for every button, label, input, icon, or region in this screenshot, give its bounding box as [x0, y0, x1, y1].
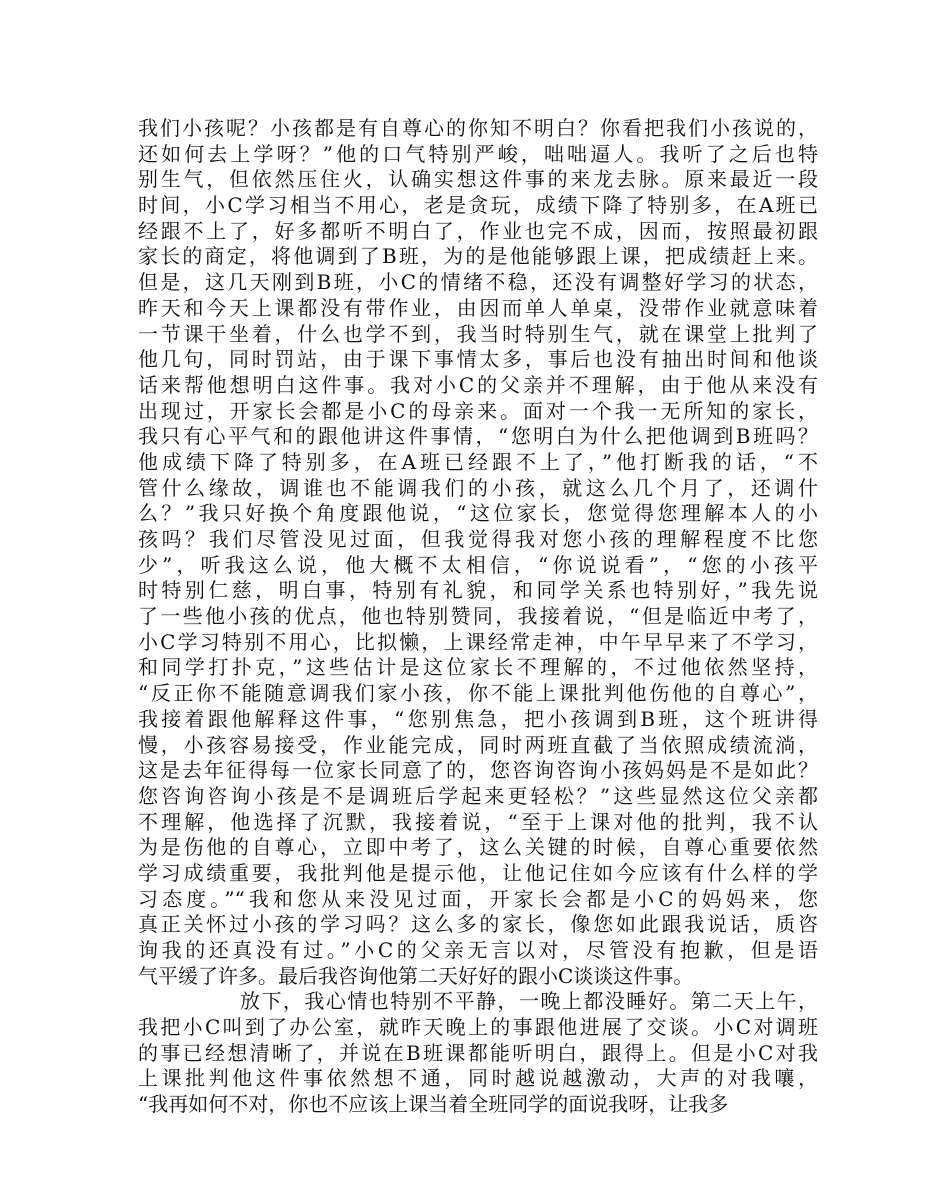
text-line: 的事已经想清晰了，并说在B班课都能听明白，跟得上。但是小C对我 [138, 1040, 818, 1065]
text-line: 气平缓了许多。最后我咨询他第二天好好的跟小C谈谈这件事。 [138, 963, 694, 988]
text-line: 他成绩下降了特别多，在A班已经跟不上了，”他打断我的话，“不 [138, 449, 818, 474]
text-line: 话来帮他想明白这件事。我对小C的父亲并不理解，由于他从来没有 [138, 372, 818, 397]
text-line: 我接着跟他解释这件事，“您别焦急，把小孩调到B班，这个班讲得 [138, 706, 818, 731]
paragraph [138, 989, 818, 1117]
text-line: 少”，听我这么说，他大概不太相信，“你说说看”，“您的小孩平 [138, 552, 818, 577]
paragraph [138, 116, 818, 989]
text-line: 时特别仁慈，明白事，特别有礼貌，和同学关系也特别好，”我先说 [138, 578, 818, 603]
text-line: 询我的还真没有过。”小C的父亲无言以对，尽管没有抱歉，但是语 [138, 938, 818, 962]
text-line: 慢，小孩容易接受，作业能完成，同时两班直截了当依照成绩流淌， [138, 732, 818, 757]
text-line: 上课批判他这件事依然想不通，同时越说越激动，大声的对我嚷， [138, 1066, 818, 1091]
text-line: 一节课干坐着，什么也学不到，我当时特别生气，就在课堂上批判了 [138, 321, 818, 346]
text-line: 不理解，他选择了沉默，我接着说，“至于上课对他的批判，我不认 [138, 809, 818, 834]
text-line: 我把小C叫到了办公室，就昨天晚上的事跟他进展了交谈。小C对调班 [138, 1015, 818, 1040]
text-line: 还如何去上学呀？”他的口气特别严峻，咄咄逼人。我听了之后也特 [138, 141, 818, 166]
text-line: “反正你不能随意调我们家小孩，你不能上课批判他伤他的自尊心”， [138, 681, 818, 706]
text-line: 我们小孩呢？小孩都是有自尊心的你知不明白？你看把我们小孩说的， [138, 116, 818, 140]
body-text [138, 116, 818, 1118]
text-line: 别生气，但依然压住火，认确实想这件事的来龙去脉。原来最近一段 [138, 167, 818, 192]
text-line: 真正关怀过小孩的学习吗？这么多的家长，像您如此跟我说话，质咨 [138, 912, 818, 937]
text-line: 家长的商定，将他调到了B班，为的是他能够跟上课，把成绩赶上来。 [138, 244, 818, 269]
text-line: 您咨询咨询小孩是不是调班后学起来更轻松？”这些显然这位父亲都 [138, 783, 818, 808]
text-line: 他几句，同时罚站，由于课下事情太多，事后也没有抽出时间和他谈 [138, 347, 818, 372]
text-line: 但是，这几天刚到B班，小C的情绪不稳，还没有调整好学习的状态， [138, 270, 818, 295]
text-line: 放下，我心情也特别不平静，一晚上都没睡好。第二天上午， [240, 989, 818, 1014]
text-line: 这是去年征得每一位家长同意了的，您咨询咨询小孩妈妈是不是如此？ [138, 758, 818, 783]
text-line: 时间，小C学习相当不用心，老是贪玩，成绩下降了特别多，在A班已 [138, 193, 818, 218]
text-line: 为是伤他的自尊心，立即中考了，这么关键的时候，自尊心重要依然 [138, 835, 818, 860]
text-line: 和同学打扑克，”这些估计是这位家长不理解的，不过他依然坚持， [138, 655, 818, 680]
text-line: 我只有心平气和的跟他讲这件事情，“您明白为什么把他调到B班吗？ [138, 424, 818, 449]
text-line: 学习成绩重要，我批判他是提示他，让他记住如今应该有什么样的学 [138, 860, 818, 885]
text-line: 了一些他小孩的优点，他也特别赞同，我接着说，“但是临近中考了， [138, 604, 818, 629]
text-line: 么？”我只好换个角度跟他说，“这位家长，您觉得您理解本人的小 [138, 501, 818, 526]
text-line: “我再如何不对，你也不应该上课当着全班同学的面说我呀，让我多 [138, 1092, 729, 1117]
text-line: 昨天和今天上课都没有带作业，由因而单人单桌，没带作业就意味着 [138, 295, 818, 320]
text-line: 经跟不上了，好多都听不明白了，作业也完不成，因而，按照最初跟 [138, 218, 818, 243]
text-line: 管什么缘故，调谁也不能调我们的小孩，就这么几个月了，还调什 [138, 475, 818, 500]
text-line: 小C学习特别不用心，比拟懒，上课经常走神，中午早早来了不学习， [138, 629, 818, 654]
text-line: 孩吗？我们尽管没见过面，但我觉得我对您小孩的理解程度不比您 [138, 527, 818, 551]
text-line: 出现过，开家长会都是小C的母亲来。面对一个我一无所知的家长， [138, 398, 818, 423]
text-line: 习态度。”“我和您从来没见过面，开家长会都是小C的妈妈来，您 [138, 886, 818, 911]
